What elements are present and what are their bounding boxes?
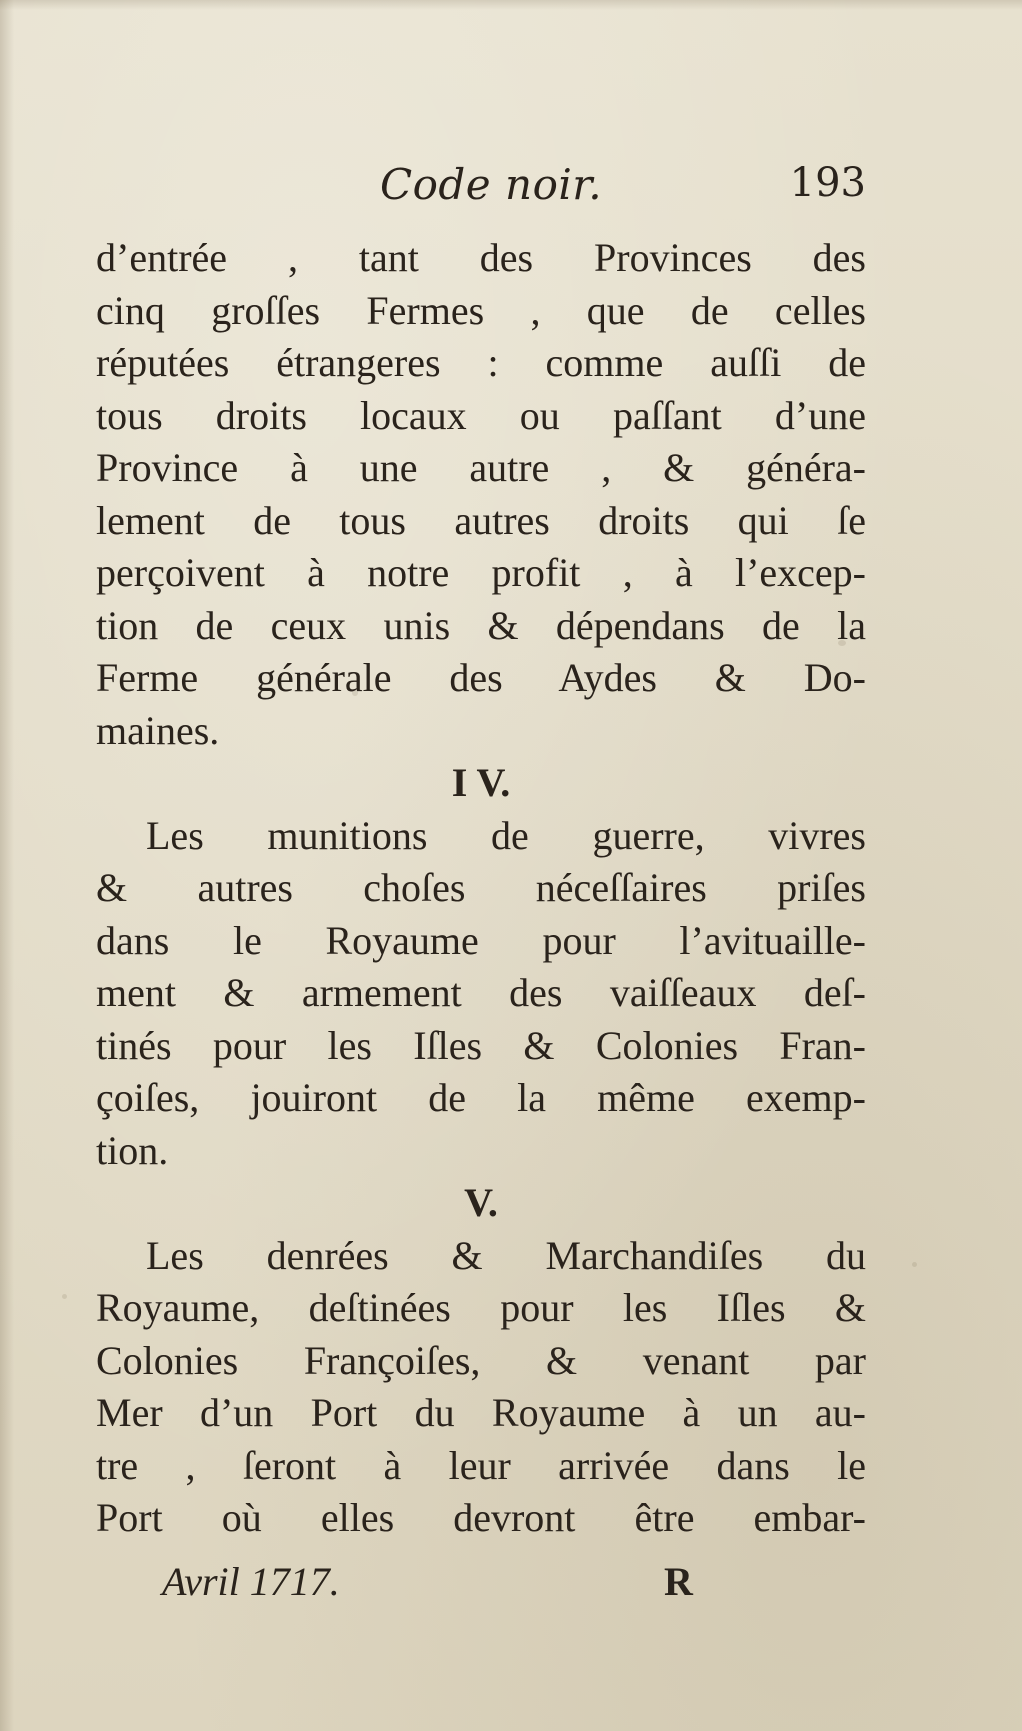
text-line: çoiſes, jouiront de la même exemp- <box>96 1075 866 1120</box>
text-line: cinq groſſes Fermes , que de celles <box>96 287 866 333</box>
text-line: tion de ceux unis & dépendans de la <box>96 602 866 648</box>
text-line: tinés pour les Iſles & Colonies Fran- <box>96 1022 866 1068</box>
text-line: tous droits locaux ou paſſant d’une <box>96 392 866 438</box>
text-line: réputées étrangeres : comme auſſi de <box>96 340 866 385</box>
article-heading-iv: I V. <box>451 760 511 805</box>
text-line: & autres choſes néceſſaires priſes <box>96 865 866 910</box>
text-line: lement de tous autres droits qui ſe <box>96 497 866 543</box>
paragraph-article-iii-continued <box>96 232 866 757</box>
text-line: ment & armement des vaiſſeaux deſ- <box>96 970 866 1015</box>
page-footer <box>96 1558 866 1618</box>
signature-mark: R <box>664 1559 693 1604</box>
text-line: tion. <box>96 1127 169 1173</box>
article-heading-v: V. <box>464 1180 498 1225</box>
text-line: perçoivent à notre profit , à l’excep- <box>96 550 866 595</box>
text-line: Ferme générale des Aydes & Do- <box>96 655 866 700</box>
text-line: Mer d’un Port du Royaume à un au- <box>96 1390 866 1435</box>
paragraph-article-iv <box>96 810 866 1178</box>
paper-stain <box>62 1294 67 1299</box>
page-edge-shadow-left <box>0 0 14 1731</box>
text-line: Province à une autre , & généra- <box>96 445 866 490</box>
text-line: Port où elles devront être embar- <box>96 1495 866 1540</box>
running-title: Code noir. <box>380 160 603 209</box>
text-line: maines. <box>96 707 220 753</box>
page-number: 193 <box>789 160 866 206</box>
text-line: tre , ſeront à leur arrivée dans le <box>96 1442 866 1488</box>
text-line: d’entrée , tant des Provinces des <box>96 235 866 280</box>
paragraph-article-v <box>96 1230 866 1545</box>
text-line: dans le Royaume pour l’avituaille- <box>96 917 866 963</box>
text-line: Colonies Françoiſes, & venant par <box>96 1337 866 1383</box>
text-line: Royaume, deſtinées pour les Iſles & <box>96 1285 866 1330</box>
paper-stain <box>912 1262 917 1267</box>
text-line: Les denrées & Marchandiſes du <box>146 1232 866 1278</box>
running-header <box>96 160 866 220</box>
text-line: Les munitions de guerre, vivres <box>146 812 866 858</box>
page-edge-shadow-top <box>0 0 1022 10</box>
page-body <box>96 232 866 1545</box>
footer-date: Avril 1717. <box>162 1559 340 1604</box>
